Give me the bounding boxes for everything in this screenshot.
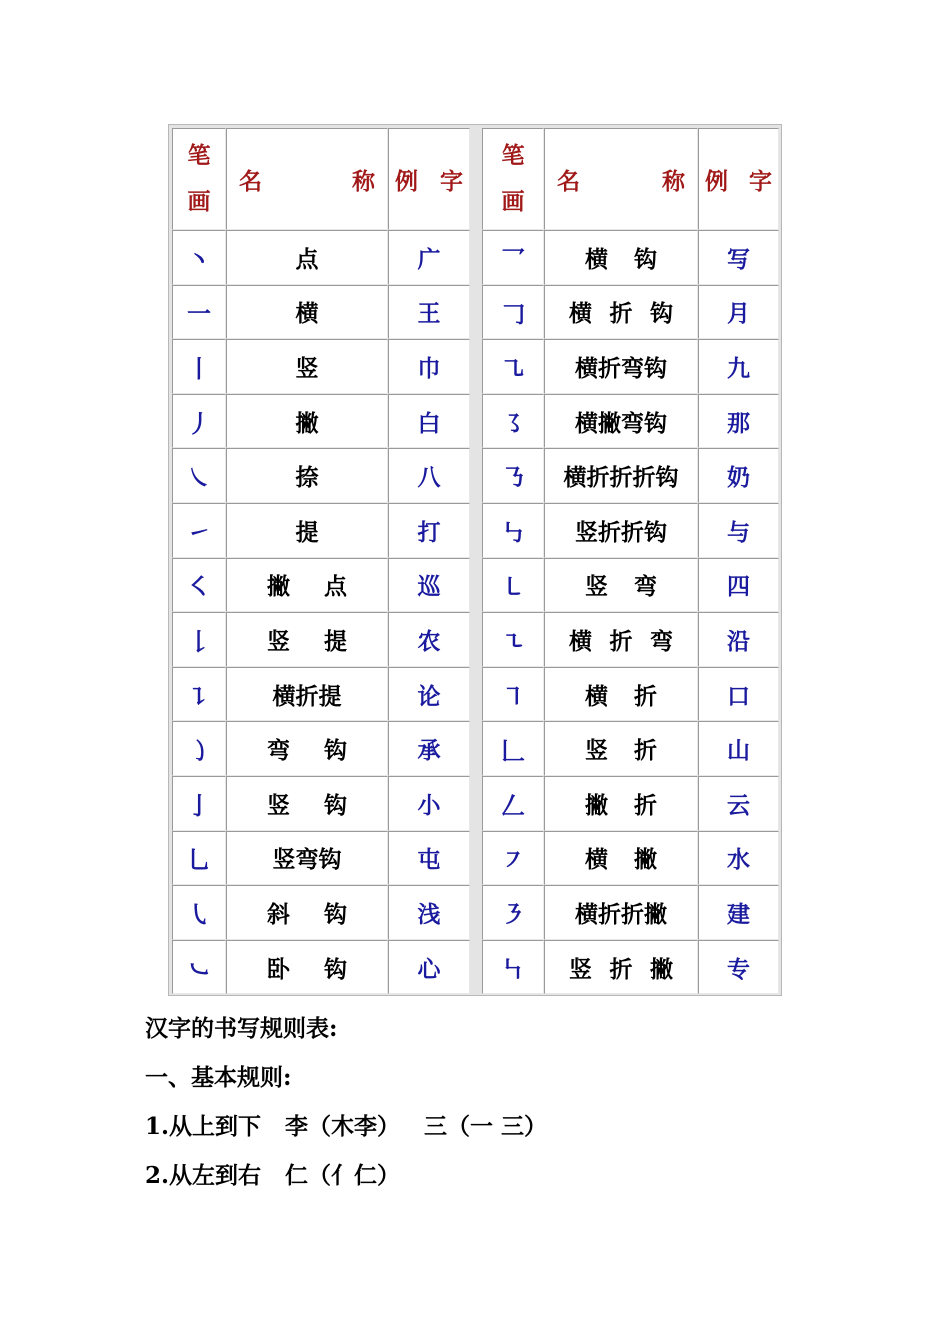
stroke-name-part: 横 [585,846,608,874]
stroke-glyph-char: 𠃊 [501,736,525,766]
stroke-glyph [172,612,226,667]
stroke-glyph-char: 亅 [187,790,211,820]
rule-2: 2.从左到右 仁（亻仁） [145,1162,401,1189]
example-char [698,230,779,285]
stroke-glyph-char: 丿 [187,408,211,438]
rules-title: 汉字的书写规则表: [145,1015,338,1042]
stroke-name-part: 横 [295,300,319,328]
example-char-text: 心 [417,955,441,983]
stroke-name [544,721,698,776]
example-char [698,721,779,776]
example-char-text: 屯 [417,846,441,874]
stroke-name-part: 弯 [650,627,673,655]
stroke-glyph [172,448,226,503]
header-name-char: 称 [352,167,375,195]
header-stroke-char: 画 [187,188,211,215]
example-char [388,503,470,558]
example-char-text: 浅 [417,900,441,928]
example-char-text: 云 [727,791,750,819]
stroke-glyph-char: ㇞ [501,954,525,984]
stroke-glyph [482,612,544,667]
stroke-name-part: 折 [634,682,657,710]
stroke-glyph [172,776,226,831]
example-char-text: 口 [727,682,750,710]
stroke-name-part: 横折提 [272,682,342,710]
stroke-glyph [482,448,544,503]
stroke-name-part: 撇 [585,791,608,819]
stroke-name [544,230,698,285]
example-char [388,885,470,940]
example-char-text: 奶 [727,464,750,492]
stroke-glyph [482,667,544,722]
stroke-name-part: 钩 [650,300,673,328]
stroke-glyph-char: ㇡ [501,463,525,493]
stroke-name-part: 横 [585,682,608,710]
example-char [698,339,779,394]
example-char-text: 建 [727,900,750,928]
stroke-glyph [482,285,544,340]
stroke-name [544,285,698,340]
example-char-text: 水 [727,846,750,874]
stroke-name-part: 折 [609,955,633,983]
stroke-name-part: 竖 [295,354,319,382]
stroke-name-part: 折 [609,627,633,655]
stroke-glyph [172,831,226,886]
stroke-glyph [172,230,226,285]
stroke-glyph-char: ㇍ [501,626,525,656]
stroke-glyph [172,667,226,722]
stroke-name-part: 横折折折钩 [563,464,679,492]
example-char [698,558,779,613]
header-stroke-char: 笔 [501,142,525,169]
stroke-name-part: 点 [324,573,347,601]
stroke-name-part: 撇 [650,955,673,983]
example-char [698,285,779,340]
stroke-glyph [482,230,544,285]
stroke-glyph [482,503,544,558]
stroke-name-part: 折 [634,791,657,819]
stroke-glyph [172,339,226,394]
stroke-name-part: 横 [569,300,592,328]
stroke-name [226,721,388,776]
stroke-table [168,124,782,996]
stroke-name-part: 捺 [295,464,319,492]
section-heading: 一、基本规则: [145,1064,292,1091]
stroke-name [226,885,388,940]
stroke-name [544,776,698,831]
stroke-name [226,448,388,503]
stroke-glyph-char: ㇂ [187,899,211,929]
stroke-name [544,885,698,940]
example-char-text: 巡 [417,573,441,601]
stroke-name [544,831,698,886]
stroke-name [226,230,388,285]
stroke-name [226,831,388,886]
stroke-glyph-char: 丨 [187,353,211,383]
stroke-table-right [482,128,779,994]
stroke-name [226,285,388,340]
example-char [388,558,470,613]
example-char [698,885,779,940]
stroke-glyph-char: ㇊ [187,681,211,711]
stroke-glyph-char: ㇈ [501,353,525,383]
example-char [698,612,779,667]
stroke-name [226,940,388,995]
stroke-name-part: 横折折撇 [575,900,667,928]
example-char [698,776,779,831]
stroke-name-part: 竖 [267,627,290,655]
example-char-text: 王 [417,300,441,328]
stroke-glyph-char: 𠃋 [501,790,525,820]
stroke-name-part: 竖 [569,955,592,983]
header-stroke [172,128,226,230]
stroke-name-part: 横撇弯钩 [575,409,667,437]
stroke-name-part: 折 [634,737,657,765]
stroke-glyph-char: 𠃌 [501,299,525,329]
stroke-name-part: 钩 [324,900,347,928]
stroke-glyph-char: ㇃ [187,954,211,984]
stroke-name [544,667,698,722]
stroke-glyph [482,940,544,995]
example-char [388,721,470,776]
stroke-name [544,448,698,503]
stroke-name [544,558,698,613]
example-char-text: 那 [727,409,750,437]
example-char [388,230,470,285]
stroke-glyph [482,558,544,613]
example-char-text: 打 [417,518,441,546]
header-example [388,128,470,230]
example-char [388,394,470,449]
example-char-text: 与 [727,518,750,546]
stroke-glyph [172,558,226,613]
stroke-glyph-char: ㇌ [501,408,525,438]
rule-1: 1.从上到下 李（木李） 三（一 三） [145,1113,548,1140]
stroke-name-part: 钩 [324,791,347,819]
stroke-glyph-char: 乛 [501,244,525,274]
stroke-name-part: 横 [569,627,592,655]
stroke-glyph [172,285,226,340]
example-char-text: 广 [417,245,441,273]
stroke-glyph [172,394,226,449]
example-char [388,776,470,831]
header-name [544,128,698,230]
stroke-name [226,612,388,667]
stroke-glyph-char: ㇉ [501,517,525,547]
example-char [698,394,779,449]
header-example-char: 例 [705,167,728,195]
stroke-name-part: 撇 [295,409,319,437]
header-name [226,128,388,230]
stroke-glyph [482,831,544,886]
example-char [388,667,470,722]
stroke-glyph-char: ㇏ [187,463,211,493]
header-name-char: 名 [239,167,262,195]
stroke-name-part: 卧 [267,955,290,983]
stroke-glyph-char: ㇄ [501,572,525,602]
example-char [388,448,470,503]
example-char [698,503,779,558]
example-char-text: 白 [417,409,441,437]
stroke-name-part: 点 [295,245,319,273]
stroke-glyph [482,776,544,831]
stroke-name [226,667,388,722]
example-char-text: 沿 [727,627,750,655]
stroke-name-part: 撇 [634,846,657,874]
example-char-text: 论 [417,682,441,710]
header-stroke [482,128,544,230]
example-char-text: 巾 [417,354,441,382]
stroke-glyph-char: ㇕ [501,681,525,711]
stroke-glyph-char: 丶 [187,244,211,274]
stroke-name [226,558,388,613]
example-char [388,831,470,886]
stroke-name-part: 折 [609,300,633,328]
example-char-text: 承 [417,737,441,765]
example-char-text: 专 [727,955,750,983]
stroke-glyph-char: 𠄌 [187,626,211,656]
example-char [388,612,470,667]
stroke-name [226,503,388,558]
header-example-char: 例 [395,167,418,195]
stroke-glyph [482,885,544,940]
stroke-name-part: 钩 [634,245,657,273]
example-char-text: 小 [417,791,441,819]
stroke-glyph-char: ㇛ [187,572,211,602]
stroke-name-part: 弯 [634,573,657,601]
stroke-glyph-char: 乚 [187,845,211,875]
stroke-name-part: 横折弯钩 [575,354,667,382]
example-char [388,339,470,394]
example-char-text: 八 [417,464,441,492]
stroke-name-part: 提 [324,627,347,655]
stroke-name-part: 撇 [267,573,290,601]
stroke-name-part: 钩 [324,737,347,765]
example-char-text: 农 [417,627,441,655]
stroke-name-part: 斜 [267,900,290,928]
stroke-glyph [482,394,544,449]
stroke-name-part: 提 [295,518,319,546]
example-char [698,940,779,995]
stroke-glyph-char: ㇁ [187,736,211,766]
stroke-name [226,339,388,394]
example-char-text: 四 [727,573,750,601]
stroke-name [226,776,388,831]
stroke-name [544,612,698,667]
stroke-name [544,940,698,995]
stroke-table-left [172,128,470,994]
example-char-text: 写 [727,245,750,273]
example-char [698,831,779,886]
stroke-name [544,503,698,558]
stroke-name [544,394,698,449]
header-example [698,128,779,230]
header-example-char: 字 [749,167,772,195]
stroke-glyph [172,885,226,940]
stroke-glyph-char: ㇋ [501,899,525,929]
stroke-name [226,394,388,449]
stroke-glyph [172,721,226,776]
header-name-char: 称 [662,167,685,195]
stroke-name-part: 竖弯钩 [272,846,342,874]
example-char-text: 月 [727,300,750,328]
stroke-glyph-char: ㇀ [187,517,211,547]
stroke-name-part: 竖 [267,791,290,819]
stroke-glyph [172,940,226,995]
example-char [698,667,779,722]
stroke-name-part: 竖折折钩 [575,518,667,546]
header-name-char: 名 [557,167,580,195]
header-example-char: 字 [440,167,463,195]
header-stroke-char: 画 [501,188,525,215]
stroke-name-part: 竖 [585,737,608,765]
stroke-name [544,339,698,394]
example-char-text: 九 [727,354,750,382]
stroke-name-part: 横 [585,245,608,273]
stroke-glyph [172,503,226,558]
stroke-glyph-char: 一 [187,299,211,329]
stroke-glyph [482,339,544,394]
stroke-glyph-char: ㇇ [501,845,525,875]
stroke-name-part: 竖 [585,573,608,601]
stroke-glyph [482,721,544,776]
header-stroke-char: 笔 [187,142,211,169]
stroke-name-part: 钩 [324,955,347,983]
example-char [388,940,470,995]
example-char [388,285,470,340]
stroke-name-part: 弯 [267,737,290,765]
example-char [698,448,779,503]
example-char-text: 山 [727,737,750,765]
